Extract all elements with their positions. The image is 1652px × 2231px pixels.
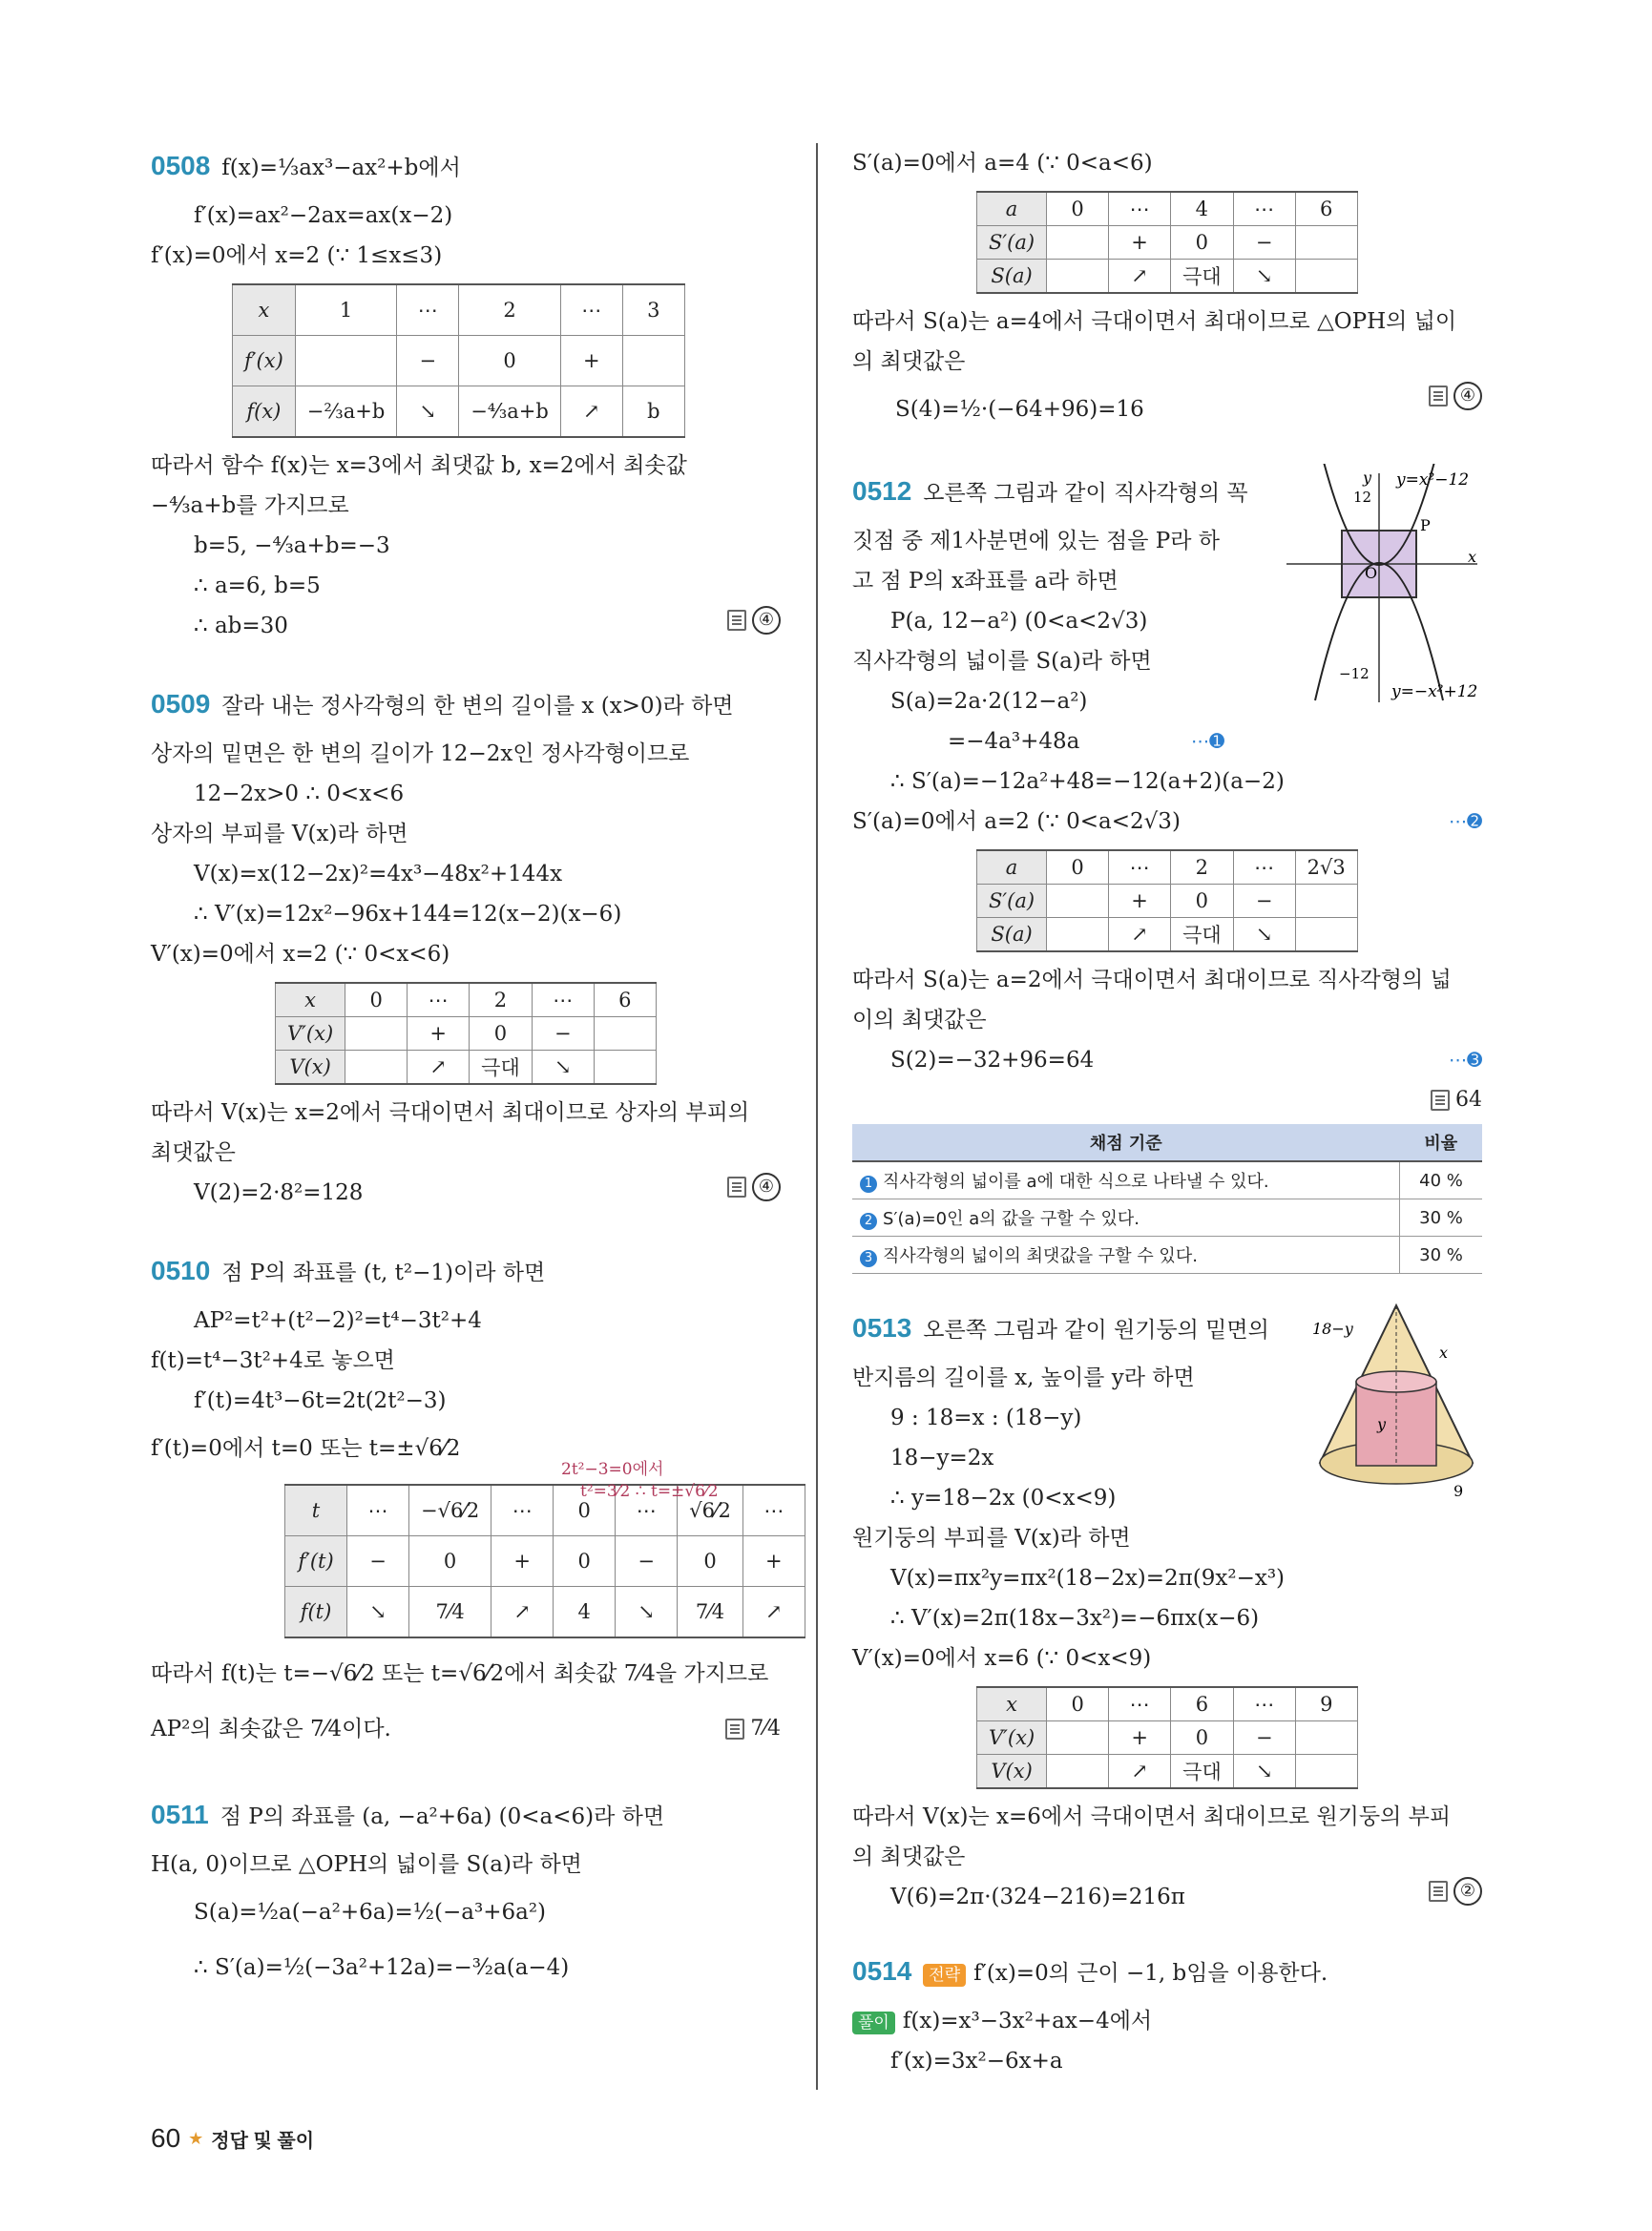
table-cell: S(a) bbox=[977, 918, 1047, 952]
answer bbox=[1429, 382, 1482, 410]
solution-line: 따라서 f(t)는 t=−√6⁄2 또는 t=√6⁄2에서 최솟값 7⁄4을 가지므로 bbox=[151, 1661, 769, 1686]
table-cell bbox=[1047, 1755, 1109, 1789]
table-cell: 0 bbox=[554, 1536, 616, 1587]
solution-line: f′(t)=4t³−6t=2t(2t²−3) bbox=[194, 1388, 447, 1413]
solution-line: f(t)=t⁴−3t²+4로 놓으면 bbox=[151, 1348, 395, 1373]
table-cell: 0 bbox=[409, 1536, 491, 1587]
table-cell: + bbox=[742, 1536, 805, 1587]
problem-0509 bbox=[151, 677, 781, 1213]
table-cell: 0 bbox=[1047, 850, 1109, 885]
problem-number: 0514 bbox=[852, 1956, 912, 1986]
problem-number: 0513 bbox=[852, 1313, 912, 1343]
table-cell bbox=[1295, 918, 1357, 952]
table-cell: 1 bbox=[295, 284, 397, 336]
answer-icon bbox=[1429, 1881, 1448, 1902]
solution-line: 상자의 부피를 V(x)라 하면 bbox=[151, 822, 408, 846]
solution-line: 원기둥의 부피를 V(x)라 하면 bbox=[852, 1526, 1131, 1551]
table-cell: + bbox=[560, 336, 622, 386]
table-cell bbox=[1295, 260, 1357, 294]
table-cell: V(x) bbox=[977, 1755, 1047, 1789]
solution-line: 12−2x>0 ∴ 0<x<6 bbox=[194, 782, 405, 806]
table-cell bbox=[1047, 1721, 1109, 1755]
answer bbox=[727, 1173, 781, 1201]
table-cell: b bbox=[622, 386, 684, 438]
point-label: P bbox=[1420, 516, 1431, 534]
table-cell: 2 bbox=[1171, 850, 1234, 885]
solution-line: f′(x)=0에서 x=2 (∵ 1≤x≤3) bbox=[151, 243, 443, 268]
variation-table bbox=[976, 1686, 1358, 1789]
solution-line: =−4a³+48a bbox=[948, 729, 1080, 754]
solution-line: S(a)=½a(−a²+6a)=½(−a³+6a²) bbox=[194, 1900, 547, 1925]
problem-0510 bbox=[151, 1243, 784, 1757]
table-cell: a bbox=[977, 850, 1047, 885]
solution-line: AP²=t²+(t²−2)²=t⁴−3t²+4 bbox=[194, 1308, 482, 1333]
table-cell: 극대 bbox=[1171, 1755, 1234, 1789]
table-cell bbox=[594, 1017, 656, 1051]
solution-line: 따라서 V(x)는 x=2에서 극대이면서 최대이므로 상자의 부피의 bbox=[151, 1100, 750, 1125]
solution-line: 점 P의 좌표를 (a, −a²+6a) (0<a<6)라 하면 bbox=[220, 1804, 665, 1829]
table-cell: ⋯ bbox=[1233, 192, 1295, 226]
table-cell: V′(x) bbox=[977, 1721, 1047, 1755]
table-cell bbox=[1047, 918, 1109, 952]
table-cell bbox=[345, 1051, 408, 1085]
table-cell: 0 bbox=[459, 336, 561, 386]
answer-choice: ④ bbox=[752, 1173, 781, 1201]
table-cell: − bbox=[397, 336, 459, 386]
table-cell: t bbox=[285, 1485, 347, 1536]
table-cell: ↘ bbox=[616, 1587, 678, 1638]
table-cell: ↗ bbox=[408, 1051, 470, 1085]
answer-choice: ② bbox=[1453, 1877, 1482, 1906]
table-cell: ↘ bbox=[397, 386, 459, 438]
answer bbox=[725, 1701, 781, 1757]
grading-text: 직사각형의 넓이를 a에 대한 식으로 나타낼 수 있다. bbox=[883, 1172, 1269, 1192]
table-cell bbox=[1295, 1721, 1357, 1755]
problem-0512 bbox=[852, 464, 1482, 1274]
table-cell: ↗ bbox=[560, 386, 622, 438]
column-divider bbox=[816, 143, 818, 2090]
table-cell: 6 bbox=[1295, 192, 1357, 226]
parabola-graph bbox=[1286, 464, 1487, 702]
table-cell: − bbox=[1233, 1721, 1295, 1755]
problem-0511-continued bbox=[852, 143, 1482, 437]
table-cell: + bbox=[1109, 226, 1171, 260]
table-cell: ⋯ bbox=[742, 1485, 805, 1536]
table-cell: − bbox=[616, 1536, 678, 1587]
solution-line: 상자의 밑면은 한 변의 길이가 12−2x인 정사각형이므로 bbox=[151, 741, 690, 766]
solution-line: −⁴⁄₃a+b를 가지므로 bbox=[151, 493, 349, 518]
solution-line: 18−y=2x bbox=[890, 1446, 994, 1470]
table-cell: 4 bbox=[554, 1587, 616, 1638]
solution-line: V′(x)=0에서 x=2 (∵ 0<x<6) bbox=[151, 942, 450, 967]
table-cell: 0 bbox=[345, 983, 408, 1017]
table-cell: x bbox=[276, 983, 345, 1017]
table-cell: 2 bbox=[470, 983, 533, 1017]
answer-icon bbox=[727, 1177, 746, 1198]
table-cell: V(x) bbox=[276, 1051, 345, 1085]
table-cell: 0 bbox=[1171, 885, 1234, 918]
side-note: t²=3⁄2 ∴ t=±√6⁄2 bbox=[580, 1482, 719, 1501]
table-row bbox=[852, 1199, 1482, 1237]
table-cell: 0 bbox=[678, 1536, 743, 1587]
grading-text: S′(a)=0인 a의 값을 구할 수 있다. bbox=[883, 1209, 1140, 1229]
answer bbox=[1429, 1877, 1482, 1906]
table-cell: + bbox=[408, 1017, 470, 1051]
section-label: 정답 및 풀이 bbox=[211, 2130, 315, 2152]
tick-label: −12 bbox=[1339, 665, 1370, 682]
solution-line: H(a, 0)이므로 △OPH의 넓이를 S(a)라 하면 bbox=[151, 1852, 582, 1877]
cone-cylinder-figure bbox=[1310, 1301, 1482, 1511]
table-cell: S′(a) bbox=[977, 885, 1047, 918]
table-cell: + bbox=[491, 1536, 554, 1587]
table-cell: − bbox=[1233, 226, 1295, 260]
table-cell: 극대 bbox=[1171, 918, 1234, 952]
page-footer bbox=[151, 2123, 314, 2154]
table-cell: ↘ bbox=[532, 1051, 594, 1085]
step-marker: ⋯➋ bbox=[1449, 811, 1482, 832]
table-cell bbox=[1047, 885, 1109, 918]
table-cell: 6 bbox=[1171, 1687, 1234, 1721]
table-cell bbox=[1295, 1755, 1357, 1789]
figure-label: 18−y bbox=[1312, 1320, 1353, 1338]
solution-line: f(x)=x³−3x²+ax−4에서 bbox=[902, 2009, 1153, 2033]
answer-icon bbox=[725, 1719, 744, 1740]
solution-line: 따라서 V(x)는 x=6에서 극대이면서 최대이므로 원기둥의 부피 bbox=[852, 1804, 1452, 1829]
table-cell: ↘ bbox=[1233, 1755, 1295, 1789]
figure-label: x bbox=[1439, 1344, 1449, 1362]
table-cell: S′(a) bbox=[977, 226, 1047, 260]
solution-line: ∴ S′(a)=−12a²+48=−12(a+2)(a−2) bbox=[890, 769, 1285, 794]
grading-header: 채점 기준 bbox=[852, 1124, 1400, 1161]
solution-line: S(a)=2a·2(12−a²) bbox=[890, 689, 1088, 714]
answer-value: 7⁄4 bbox=[750, 1717, 781, 1741]
table-cell: S(a) bbox=[977, 260, 1047, 294]
solution-line: f′(x)=3x²−6x+a bbox=[890, 2049, 1063, 2074]
table-cell: ⋯ bbox=[560, 284, 622, 336]
solution-line: S′(a)=0에서 a=2 (∵ 0<a<2√3) bbox=[852, 809, 1181, 834]
solution-line: 이의 최댓값은 bbox=[852, 1008, 987, 1032]
table-cell bbox=[1047, 226, 1109, 260]
solution-line: ∴ a=6, b=5 bbox=[194, 573, 321, 598]
table-cell: √6⁄2 bbox=[678, 1485, 743, 1536]
table-cell: ⋯ bbox=[397, 284, 459, 336]
variation-table bbox=[976, 849, 1358, 952]
solution-line: ∴ y=18−2x (0<x<9) bbox=[890, 1486, 1117, 1511]
problem-number: 0508 bbox=[151, 151, 211, 180]
table-cell: ↗ bbox=[1109, 918, 1171, 952]
step-marker: ⋯➊ bbox=[1191, 731, 1224, 752]
variation-table bbox=[284, 1484, 805, 1638]
x-axis-label: x bbox=[1468, 548, 1477, 566]
table-cell bbox=[1295, 885, 1357, 918]
problem-0511 bbox=[151, 1787, 781, 1995]
table-cell: 0 bbox=[470, 1017, 533, 1051]
grading-percent: 30 % bbox=[1400, 1237, 1483, 1274]
solution-line: 직사각형의 넓이를 S(a)라 하면 bbox=[852, 649, 1152, 674]
graph-label: y=x²−12 bbox=[1396, 470, 1470, 490]
grading-percent: 30 % bbox=[1400, 1199, 1483, 1237]
table-cell: ⋯ bbox=[616, 1485, 678, 1536]
table-cell: ⋯ bbox=[1109, 850, 1171, 885]
side-note: 2t²−3=0에서 bbox=[561, 1460, 664, 1479]
strategy-tag: 전략 bbox=[923, 1964, 966, 1987]
answer bbox=[727, 606, 781, 635]
table-cell: f′(t) bbox=[285, 1536, 347, 1587]
solution-line: V(x)=πx²y=πx²(18−2x)=2π(9x²−x³) bbox=[890, 1566, 1286, 1591]
solution-line: V(6)=2π·(324−216)=216π bbox=[890, 1885, 1185, 1909]
solution-line: 따라서 S(a)는 a=4에서 극대이면서 최대이므로 △OPH의 넓이 bbox=[852, 309, 1457, 334]
grading-step-number: 3 bbox=[860, 1250, 877, 1267]
table-cell: 극대 bbox=[470, 1051, 533, 1085]
answer-icon bbox=[727, 610, 746, 631]
table-cell: 7⁄4 bbox=[409, 1587, 491, 1638]
table-cell: 극대 bbox=[1171, 260, 1234, 294]
solution-line: V′(x)=0에서 x=6 (∵ 0<x<9) bbox=[852, 1646, 1152, 1671]
table-cell: − bbox=[1233, 885, 1295, 918]
table-cell: ↗ bbox=[1109, 260, 1171, 294]
variation-table bbox=[976, 191, 1358, 294]
grading-header: 비율 bbox=[1400, 1124, 1483, 1161]
table-cell: x bbox=[233, 284, 296, 336]
table-cell: ⋯ bbox=[532, 983, 594, 1017]
tick-label: 12 bbox=[1353, 489, 1372, 506]
table-cell: 4 bbox=[1171, 192, 1234, 226]
origin-label: O bbox=[1365, 564, 1378, 582]
solution-line: V(2)=2·8²=128 bbox=[194, 1180, 364, 1205]
solution-line: 의 최댓값은 bbox=[852, 1845, 966, 1869]
solution-line: ∴ V′(x)=12x²−96x+144=12(x−2)(x−6) bbox=[194, 902, 622, 927]
table-cell: x bbox=[977, 1687, 1047, 1721]
solution-line: b=5, −⁴⁄₃a+b=−3 bbox=[194, 533, 390, 558]
variation-table bbox=[232, 283, 685, 438]
answer-icon bbox=[1429, 386, 1448, 407]
answer-choice: ④ bbox=[1453, 382, 1482, 410]
step-marker: ⋯➌ bbox=[1449, 1050, 1482, 1071]
table-cell: + bbox=[1109, 885, 1171, 918]
grading-step-number: 1 bbox=[860, 1176, 877, 1193]
right-column bbox=[852, 143, 1482, 2081]
table-cell: ↗ bbox=[491, 1587, 554, 1638]
table-cell: 0 bbox=[1047, 192, 1109, 226]
solution-line: V(x)=x(12−2x)²=4x³−48x²+144x bbox=[194, 862, 563, 886]
table-cell: ↗ bbox=[1109, 1755, 1171, 1789]
table-cell: 6 bbox=[594, 983, 656, 1017]
solution-line: 고 점 P의 x좌표를 a라 하면 bbox=[852, 569, 1119, 594]
solution-line: ∴ S′(a)=½(−3a²+12a)=−³⁄₂a(a−4) bbox=[194, 1955, 570, 1980]
problem-number: 0510 bbox=[151, 1256, 211, 1285]
table-row bbox=[852, 1161, 1482, 1199]
answer-icon bbox=[1431, 1090, 1450, 1111]
table-cell: ↗ bbox=[742, 1587, 805, 1638]
solution-line: 반지름의 길이를 x, 높이를 y라 하면 bbox=[852, 1366, 1195, 1390]
star-icon: ★ bbox=[188, 2128, 204, 2148]
table-cell: 9 bbox=[1295, 1687, 1357, 1721]
problem-number: 0511 bbox=[151, 1800, 209, 1829]
solution-line: AP²의 최솟값은 7⁄4이다. bbox=[151, 1717, 391, 1741]
table-cell: ⋯ bbox=[408, 983, 470, 1017]
solution-line: f′(x)=ax²−2ax=ax(x−2) bbox=[194, 203, 453, 228]
table-cell: ⋯ bbox=[1233, 850, 1295, 885]
solution-line: S(4)=½·(−64+96)=16 bbox=[895, 397, 1144, 422]
left-column bbox=[151, 138, 784, 1995]
solution-line: f′(x)=0의 근이 −1, b임을 이용한다. bbox=[973, 1961, 1328, 1986]
solution-line: 의 최댓값은 bbox=[852, 349, 966, 374]
graph-label: y=−x²+12 bbox=[1391, 682, 1478, 701]
table-cell: 0 bbox=[1047, 1687, 1109, 1721]
variation-table bbox=[275, 982, 657, 1085]
solution-line: 따라서 S(a)는 a=2에서 극대이면서 최대이므로 직사각형의 넓 bbox=[852, 968, 1452, 992]
table-cell: f(x) bbox=[233, 386, 296, 438]
table-cell bbox=[345, 1017, 408, 1051]
table-cell: ⋯ bbox=[1233, 1687, 1295, 1721]
table-cell: ↘ bbox=[1233, 260, 1295, 294]
table-cell: f′(x) bbox=[233, 336, 296, 386]
table-cell: f(t) bbox=[285, 1587, 347, 1638]
solution-line: S′(a)=0에서 a=4 (∵ 0<a<6) bbox=[852, 151, 1153, 176]
table-cell: ⋯ bbox=[1109, 1687, 1171, 1721]
table-cell: −⅔a+b bbox=[295, 386, 397, 438]
answer-choice: ④ bbox=[752, 606, 781, 635]
table-cell: ⋯ bbox=[347, 1485, 409, 1536]
solution-line: f′(t)=0에서 t=0 또는 t=±√6⁄2 bbox=[151, 1436, 461, 1461]
figure-label: 9 bbox=[1453, 1482, 1464, 1500]
table-cell: 7⁄4 bbox=[678, 1587, 743, 1638]
table-cell bbox=[594, 1051, 656, 1085]
grading-table bbox=[852, 1124, 1482, 1274]
table-cell: 0 bbox=[1171, 1721, 1234, 1755]
table-cell: 0 bbox=[554, 1485, 616, 1536]
solution-line: 오른쪽 그림과 같이 원기둥의 밑면의 bbox=[923, 1318, 1269, 1343]
page-number: 60 bbox=[151, 2123, 181, 2153]
solution-line: P(a, 12−a²) (0<a<2√3) bbox=[890, 609, 1148, 634]
solution-line: ∴ V′(x)=2π(18x−3x²)=−6πx(x−6) bbox=[890, 1606, 1260, 1631]
table-cell: ↘ bbox=[347, 1587, 409, 1638]
y-axis-label: y bbox=[1363, 469, 1372, 487]
table-cell: a bbox=[977, 192, 1047, 226]
solution-line: 오른쪽 그림과 같이 직사각형의 꼭 bbox=[923, 481, 1248, 506]
table-cell: ⋯ bbox=[1109, 192, 1171, 226]
problem-0514 bbox=[852, 1944, 1482, 2081]
grading-step-number: 2 bbox=[860, 1213, 877, 1230]
table-cell bbox=[622, 336, 684, 386]
table-row bbox=[852, 1237, 1482, 1274]
solution-line: S(2)=−32+96=64 bbox=[890, 1048, 1095, 1073]
table-cell: 0 bbox=[1171, 226, 1234, 260]
table-cell: −⁴⁄₃a+b bbox=[459, 386, 561, 438]
solution-line: 9 : 18=x : (18−y) bbox=[890, 1406, 1082, 1430]
solution-line: f(x)=⅓ax³−ax²+b에서 bbox=[221, 156, 461, 180]
table-cell: + bbox=[1109, 1721, 1171, 1755]
table-cell bbox=[1295, 226, 1357, 260]
table-cell: 2 bbox=[459, 284, 561, 336]
table-cell: −√6⁄2 bbox=[409, 1485, 491, 1536]
problem-0508 bbox=[151, 138, 781, 646]
problem-number: 0512 bbox=[852, 476, 912, 506]
table-cell: 2√3 bbox=[1295, 850, 1357, 885]
grading-percent: 40 % bbox=[1400, 1161, 1483, 1199]
solution-line: 짓점 중 제1사분면에 있는 점을 P라 하 bbox=[852, 529, 1221, 553]
problem-number: 0509 bbox=[151, 689, 211, 719]
answer-value: 64 bbox=[1455, 1088, 1482, 1112]
problem-0513 bbox=[852, 1301, 1482, 1917]
table-cell: − bbox=[347, 1536, 409, 1587]
solution-tag: 풀이 bbox=[852, 2012, 895, 2034]
table-cell: ↘ bbox=[1233, 918, 1295, 952]
answer bbox=[1431, 1080, 1482, 1120]
grading-text: 직사각형의 넓이의 최댓값을 구할 수 있다. bbox=[883, 1246, 1198, 1266]
table-cell bbox=[1047, 260, 1109, 294]
solution-line: 최댓값은 bbox=[151, 1140, 236, 1165]
table-cell bbox=[295, 336, 397, 386]
solution-line: 점 P의 좌표를 (t, t²−1)이라 하면 bbox=[221, 1261, 546, 1285]
solution-line: 잘라 내는 정사각형의 한 변의 길이를 x (x>0)라 하면 bbox=[221, 694, 734, 719]
table-cell: 3 bbox=[622, 284, 684, 336]
table-cell: ⋯ bbox=[491, 1485, 554, 1536]
table-cell: V′(x) bbox=[276, 1017, 345, 1051]
solution-line: 따라서 함수 f(x)는 x=3에서 최댓값 b, x=2에서 최솟값 bbox=[151, 453, 687, 478]
figure-label: y bbox=[1377, 1415, 1387, 1433]
solution-line: ∴ ab=30 bbox=[194, 614, 288, 638]
table-cell: − bbox=[532, 1017, 594, 1051]
